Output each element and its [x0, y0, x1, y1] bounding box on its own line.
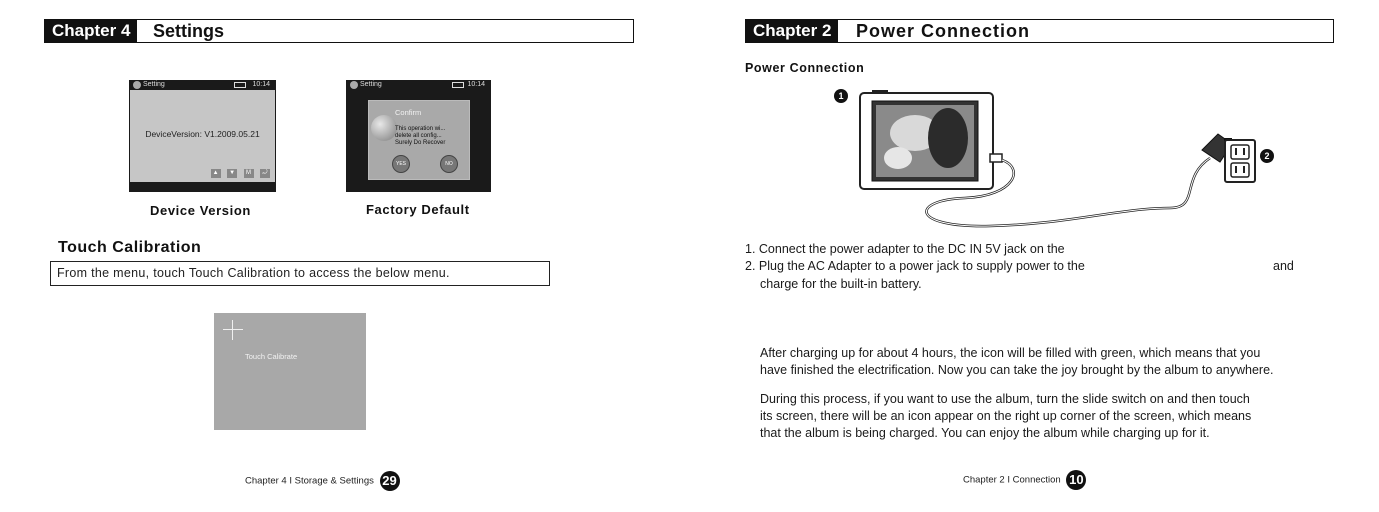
- calibrate-text: Touch Calibrate: [245, 352, 298, 361]
- power-connection-illustration: [840, 88, 1300, 238]
- section-heading: Touch Calibration: [58, 239, 202, 256]
- dialog-line-1: This operation wi...: [395, 126, 446, 132]
- socket-bottom-slot-r: [1243, 166, 1245, 173]
- chapter-header: [44, 19, 634, 43]
- socket-bottom-slot-l: [1235, 166, 1237, 173]
- no-button[interactable]: NO: [440, 155, 458, 173]
- socket-top-slot-l: [1235, 148, 1237, 155]
- touch-calibrate-screenshot: [214, 313, 366, 430]
- menu-icon[interactable]: M: [244, 169, 254, 178]
- right-footer: [963, 470, 1086, 490]
- status-bar: [129, 80, 276, 90]
- chapter-header: [745, 19, 1334, 43]
- callout-badge-2: 2: [1260, 149, 1274, 163]
- return-icon[interactable]: ⤾: [260, 169, 270, 178]
- chapter-tag: Chapter 4: [45, 20, 137, 42]
- footer-text: Chapter 4 I Storage & Settings: [245, 475, 374, 487]
- dialog-line-2: delete all config...: [395, 133, 442, 139]
- confirm-dialog: [368, 100, 470, 180]
- yes-button[interactable]: YES: [392, 155, 410, 173]
- dialog-title: Confirm: [395, 108, 422, 117]
- page-number: 29: [380, 471, 400, 491]
- screen-body: [130, 90, 275, 182]
- paragraph-2-line-1: During this process, if you want to use the album, turn the slide switch on and then touch: [760, 392, 1250, 406]
- step-2: 2. Plug the AC Adapter to a power jack to supply power to the: [745, 259, 1085, 273]
- socket-bottom: [1231, 163, 1249, 177]
- factory-default-screenshot: [346, 80, 491, 192]
- footer-text: Chapter 2 I Connection: [963, 474, 1061, 486]
- dialog-line-3: Surely Do Recover: [395, 140, 446, 146]
- crosshair-h: [223, 329, 243, 330]
- status-title: Setting: [143, 81, 165, 88]
- photo-dog: [884, 147, 912, 169]
- status-bar: [346, 80, 491, 90]
- frame-button: [872, 90, 888, 94]
- paragraph-2-line-3: that the album is being charged. You can enjoy the album while charging up for it.: [760, 426, 1210, 440]
- status-time: 10:14: [252, 81, 270, 88]
- battery-icon: [234, 82, 246, 88]
- status-title: Setting: [360, 81, 382, 88]
- device-version-caption: Device Version: [150, 203, 251, 218]
- dc-plug: [990, 154, 1002, 162]
- socket-top-slot-r: [1243, 148, 1245, 155]
- gear-icon: [350, 81, 358, 89]
- crosshair-v: [232, 320, 233, 340]
- down-arrow-icon[interactable]: ▼: [227, 169, 237, 178]
- step-1: 1. Connect the power adapter to the DC IN 5V jack on the: [745, 242, 1065, 256]
- step-2-and: and: [1273, 259, 1294, 273]
- up-arrow-icon[interactable]: ▲: [211, 169, 221, 178]
- callout-badge-1: 1: [834, 89, 848, 103]
- gear-icon: [133, 81, 141, 89]
- factory-default-caption: Factory Default: [366, 202, 470, 217]
- paragraph-2-line-2: its screen, there will be an icon appear on the right up corner of the screen, which means: [760, 409, 1252, 423]
- paragraph-1-line-1: After charging up for about 4 hours, the icon will be filled with green, which means that you: [760, 346, 1261, 360]
- step-2-continued: charge for the built-in battery.: [760, 277, 922, 291]
- chapter-title: Settings: [153, 21, 225, 41]
- instruction-box: [50, 261, 550, 286]
- chapter-tag: Chapter 2: [746, 20, 838, 42]
- photo-subject: [928, 108, 968, 168]
- battery-icon: [452, 82, 464, 88]
- chapter-title: Power Connection: [856, 21, 1031, 41]
- subheading: Power Connection: [745, 61, 865, 75]
- left-footer: [245, 471, 400, 491]
- crosshair-icon[interactable]: [223, 320, 243, 340]
- instruction-text: From the menu, touch Touch Calibration to access the below menu.: [57, 266, 450, 280]
- page-number: 10: [1066, 470, 1086, 490]
- warning-icon: [371, 115, 397, 141]
- device-version-text: DeviceVersion: V1.2009.05.21: [145, 129, 260, 139]
- paragraph-1-line-2: have finished the electrification. Now you can take the joy brought by the album to anywhere.: [760, 363, 1274, 377]
- socket-top: [1231, 145, 1249, 159]
- device-version-screenshot: [129, 80, 276, 192]
- nav-buttons: [209, 161, 270, 179]
- status-time: 10:14: [467, 81, 485, 88]
